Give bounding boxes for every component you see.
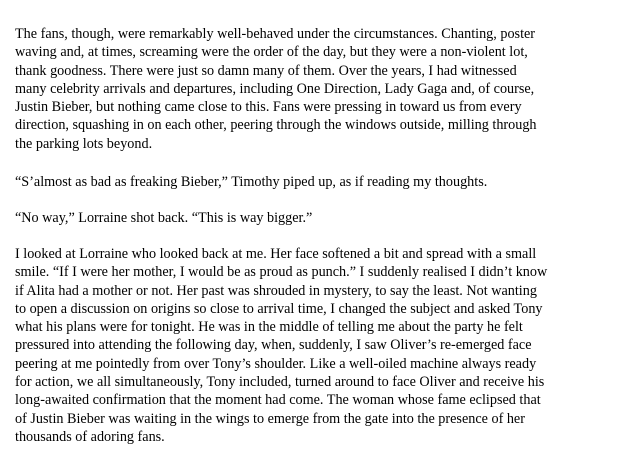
paragraph-looked-at-lorraine — [15, 245, 627, 446]
text-line: pressured into attending the following day, when, suddenly, I saw Oliver’s re-emerged face — [15, 337, 532, 354]
text-line: long-awaited confirmation that the moment had come. The woman whose fame eclipsed that — [15, 392, 541, 409]
text-line: of Justin Bieber was waiting in the wings to emerge from the gate into the presence of her — [15, 410, 525, 427]
text-line: many celebrity arrivals and departures, including One Direction, Lady Gaga and, of course, — [15, 80, 535, 97]
text-line: for action, we all simultaneously, Tony included, turned around to face Oliver and receive his — [15, 374, 545, 391]
text-line: what his plans were for tonight. He was in the middle of telling me about the party he felt — [15, 319, 523, 336]
paragraph-timothy — [15, 173, 627, 191]
text-line: thousands of adoring fans. — [15, 428, 165, 445]
text-line: to open a discussion on origins so close to arrival time, I changed the subject and asked Tony — [15, 300, 543, 317]
paragraph-lorraine — [15, 209, 627, 227]
text-line: The fans, though, were remarkably well-behaved under the circumstances. Chanting, poster — [15, 26, 536, 42]
text-line: waving and, at times, screaming were the order of the day, but they were a non-violent lot, — [15, 44, 528, 61]
text-line: “No way,” Lorraine shot back. “This is way bigger.” — [15, 210, 313, 226]
text-line: peering at me pointedly from over Tony’s shoulder. Like a well-oiled machine always ready — [15, 355, 537, 372]
text-line: if Alita had a mother or not. Her past was shrouded in mystery, to say the least. Not wanting — [15, 282, 537, 299]
text-line: Justin Bieber, but nothing came close to this. Fans were pressing in toward us from every — [15, 99, 522, 116]
text-line: smile. “If I were her mother, I would be as proud as punch.” I suddenly realised I didn’t know — [15, 264, 548, 281]
paragraph-fans — [15, 25, 627, 153]
text-line: “S’almost as bad as freaking Bieber,” Timothy piped up, as if reading my thoughts. — [15, 174, 488, 190]
text-line: thank goodness. There were just so damn many of them. Over the years, I had witnessed — [15, 62, 517, 79]
text-line: the parking lots beyond. — [15, 135, 153, 152]
text-line: I looked at Lorraine who looked back at me. Her face softened a bit and spread with a small — [15, 246, 537, 262]
text-line: direction, squashing in on each other, peering through the windows outside, milling through — [15, 117, 537, 134]
